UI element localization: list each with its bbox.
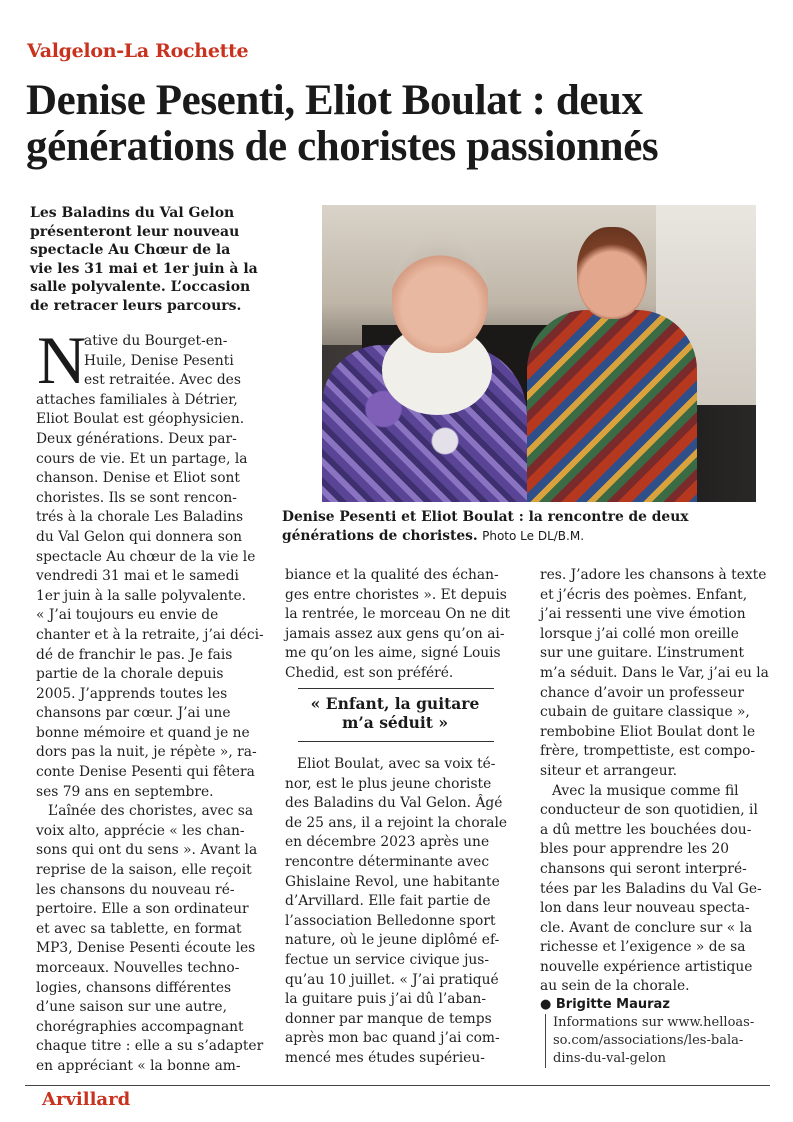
text-line: chaque titre : elle a su s’adapter — [36, 1038, 264, 1055]
text-line: la guitare puis j’ai dû l’aban- — [285, 991, 487, 1008]
lead-line: salle polyvalente. L’occasion — [30, 279, 251, 296]
text-line: les chansons du nouveau ré- — [36, 881, 235, 898]
text-line: m’a séduit. Dans le Var, j’ai eu la — [540, 664, 769, 681]
text-line: ses 79 ans en septembre. — [36, 783, 214, 800]
text-line: cours de vie. Et un partage, la — [36, 450, 248, 467]
text-line: a dû mettre les bouchées dou- — [540, 821, 752, 838]
text-line: biance et la qualité des échan- — [285, 567, 499, 583]
text-line: ges entre choristes ». Et depuis — [285, 586, 507, 603]
text-line: tées par les Baladins du Val Ge- — [540, 880, 762, 897]
section-kicker: Valgelon-La Rochette — [27, 40, 249, 62]
text-line: ative du Bourget-en- — [84, 333, 228, 349]
text-line: cle. Avant de conclure sur « la — [540, 919, 753, 936]
text-line: chance d’avoir un professeur — [540, 684, 744, 701]
info-line: so.com/associations/les-bala- — [553, 1033, 744, 1048]
text-line: donner par manque de temps — [285, 1010, 492, 1027]
photo-caption — [282, 508, 752, 546]
lead-line: Les Baladins du Val Gelon — [30, 205, 235, 221]
text-line: chanter et à la retraite, j’ai déci- — [36, 626, 264, 643]
text-line: « J’ai toujours eu envie de — [36, 607, 219, 624]
text-line: nor, est le plus jeune choriste — [285, 775, 492, 792]
photo-credit: Photo Le DL/B.M. — [482, 529, 585, 543]
text-line: Eliot Boulat, avec sa voix té- — [297, 756, 496, 772]
intertitle-line: « Enfant, la guitare — [310, 694, 480, 713]
text-line: fectue un service civique jus- — [285, 951, 489, 968]
text-line: du Val Gelon qui donnera son — [36, 528, 243, 545]
text-line: est retraitée. Avec des — [84, 372, 241, 389]
intertitle — [290, 694, 500, 732]
text-line: bonne mémoire et quand je ne — [36, 724, 250, 741]
text-line: en décembre 2023 après une — [285, 834, 490, 851]
article-photo — [322, 205, 756, 502]
text-line: siteur et arrangeur. — [540, 762, 678, 779]
text-line: chansons qui seront interpré- — [540, 860, 747, 877]
text-line: rembobine Eliot Boulat dont le — [540, 723, 756, 740]
text-line: cubain de guitare classique », — [540, 704, 750, 721]
lead-line: spectacle Au Chœur de la — [30, 242, 231, 259]
text-line: Chedid, est son préféré. — [285, 664, 454, 681]
column-2-top — [285, 566, 511, 684]
text-line: MP3, Denise Pesenti écoute les — [36, 940, 256, 957]
text-line: voix alto, appréciе « les chan- — [36, 822, 245, 839]
text-line: Ghislaine Revol, une habitante — [285, 873, 500, 890]
next-article-kicker: Arvillard — [42, 1089, 131, 1110]
info-box — [545, 1014, 773, 1068]
caption-text: Denise Pesenti et Eliot Boulat : la rencontre de deux générations de choristes. — [282, 509, 689, 544]
bottom-rule — [25, 1085, 770, 1086]
intertitle-rule-top — [298, 688, 494, 689]
text-line: et j’écris des poèmes. Enfant, — [540, 586, 748, 603]
text-line: lorsque j’ai collé mon oreille — [540, 625, 739, 642]
text-line: au sein de la chorale. — [540, 978, 690, 995]
text-line: L’aînée des choristes, avec sa — [48, 803, 254, 820]
text-line: 1er juin à la salle polyvalente. — [36, 587, 247, 604]
text-line: conte Denise Pesenti qui fêtera — [36, 764, 255, 781]
text-line: logies, chansons différentes — [36, 979, 232, 996]
text-line: partie de la chorale depuis — [36, 666, 224, 683]
text-line: reprise de la saison, elle reçoit — [36, 862, 252, 879]
text-line: rencontre déterminante avec — [285, 853, 490, 870]
text-line: Eliot Boulat est géophysicien. — [36, 411, 245, 428]
text-line: de 25 ans, il a rejoint la chorale — [285, 814, 508, 831]
column-1 — [36, 322, 268, 1077]
text-line: et avec sa tablette, en format — [36, 920, 242, 937]
column-2-bottom — [285, 755, 508, 1069]
headline — [26, 78, 766, 170]
text-line: bles pour apprendre les 20 — [540, 841, 729, 858]
text-line: Avec la musique comme fil — [552, 782, 739, 799]
text-line: res. J’adore les chansons à texte — [540, 567, 767, 583]
text-line: après mon bac quand j’ai com- — [285, 1030, 500, 1047]
text-line: sons qui ont du sens ». Avant la — [36, 842, 258, 859]
intertitle-line: m’a séduit » — [341, 713, 449, 732]
text-line: en appréciant « la bonne am- — [36, 1057, 241, 1074]
column-3 — [540, 566, 770, 997]
text-line: d’une saison sur une autre, — [36, 999, 227, 1016]
text-line: choristes. Ils se sont rencon- — [36, 489, 237, 506]
text-line: vendredi 31 mai et le samedi — [36, 568, 239, 585]
author-name: Brigitte Mauraz — [555, 997, 670, 1012]
text-line: la rentrée, le morceau On ne dit — [285, 606, 511, 623]
text-line: 2005. J’apprends toutes les — [36, 685, 228, 702]
text-line: des Baladins du Val Gelon. Âgé — [285, 795, 503, 812]
text-line: dors pas la nuit, je répète », ra- — [36, 744, 257, 761]
text-line: sur une guitare. L’instrument — [540, 645, 745, 662]
text-line: Huile, Denise Pesenti — [84, 352, 234, 369]
lead-line: vie les 31 mai et 1er juin à la — [30, 260, 258, 277]
text-line: frère, trompettiste, est compo- — [540, 743, 756, 760]
headline-line: générations de choristes passionnés — [26, 123, 659, 170]
text-line: chorégraphies accompagnant — [36, 1018, 244, 1035]
headline-line: Denise Pesenti, Eliot Boulat : deux — [26, 77, 643, 124]
lead-paragraph — [30, 204, 268, 316]
info-line: Informations sur www.helloas- — [553, 1015, 755, 1030]
text-line: chanson. Denise et Eliot sont — [36, 470, 240, 487]
info-line: dins-du-val-gelon — [553, 1051, 667, 1066]
text-line: l’association Belledonne sport — [285, 912, 496, 929]
text-line: mencé mes études supérieu- — [285, 1049, 485, 1066]
text-line: d’Arvillard. Elle fait partie de — [285, 893, 491, 910]
text-line: richesse et l’exigence » de sa — [540, 939, 746, 956]
text-line: attaches familiales à Détrier, — [36, 391, 238, 408]
text-line: trés à la chorale Les Baladins — [36, 509, 244, 526]
text-line: pertoire. Elle a son ordinateur — [36, 901, 249, 918]
lead-line: présenteront leur nouveau — [30, 223, 240, 240]
text-line: nouvelle expérience artistique — [540, 958, 753, 975]
text-line: lon dans leur nouveau specta- — [540, 900, 750, 917]
text-line: Deux générations. Deux par- — [36, 430, 237, 447]
text-line: conducteur de son quotidien, il — [540, 802, 758, 819]
text-line: spectacle Au chœur de la vie le — [36, 548, 256, 565]
text-line: chansons par cœur. J’ai une — [36, 705, 231, 722]
text-line: nature, où le jeune diplômé ef- — [285, 932, 500, 949]
text-line: jamais assez aux gens qu’on ai- — [285, 625, 505, 642]
text-line: qu’au 10 juillet. « J’ai pratiqué — [285, 971, 499, 988]
drop-cap: N — [37, 322, 87, 398]
byline: ● Brigitte Mauraz — [540, 997, 670, 1012]
text-line: j’ai ressenti une vive émotion — [540, 606, 746, 623]
text-line: dé de franchir le pas. Je fais — [36, 646, 233, 663]
lead-line: de retracer leurs parcours. — [30, 297, 242, 314]
intertitle-rule-bottom — [298, 741, 494, 742]
text-line: me qu’on les aime, signé Louis — [285, 645, 501, 662]
text-line: morceaux. Nouvelles techno- — [36, 960, 240, 976]
